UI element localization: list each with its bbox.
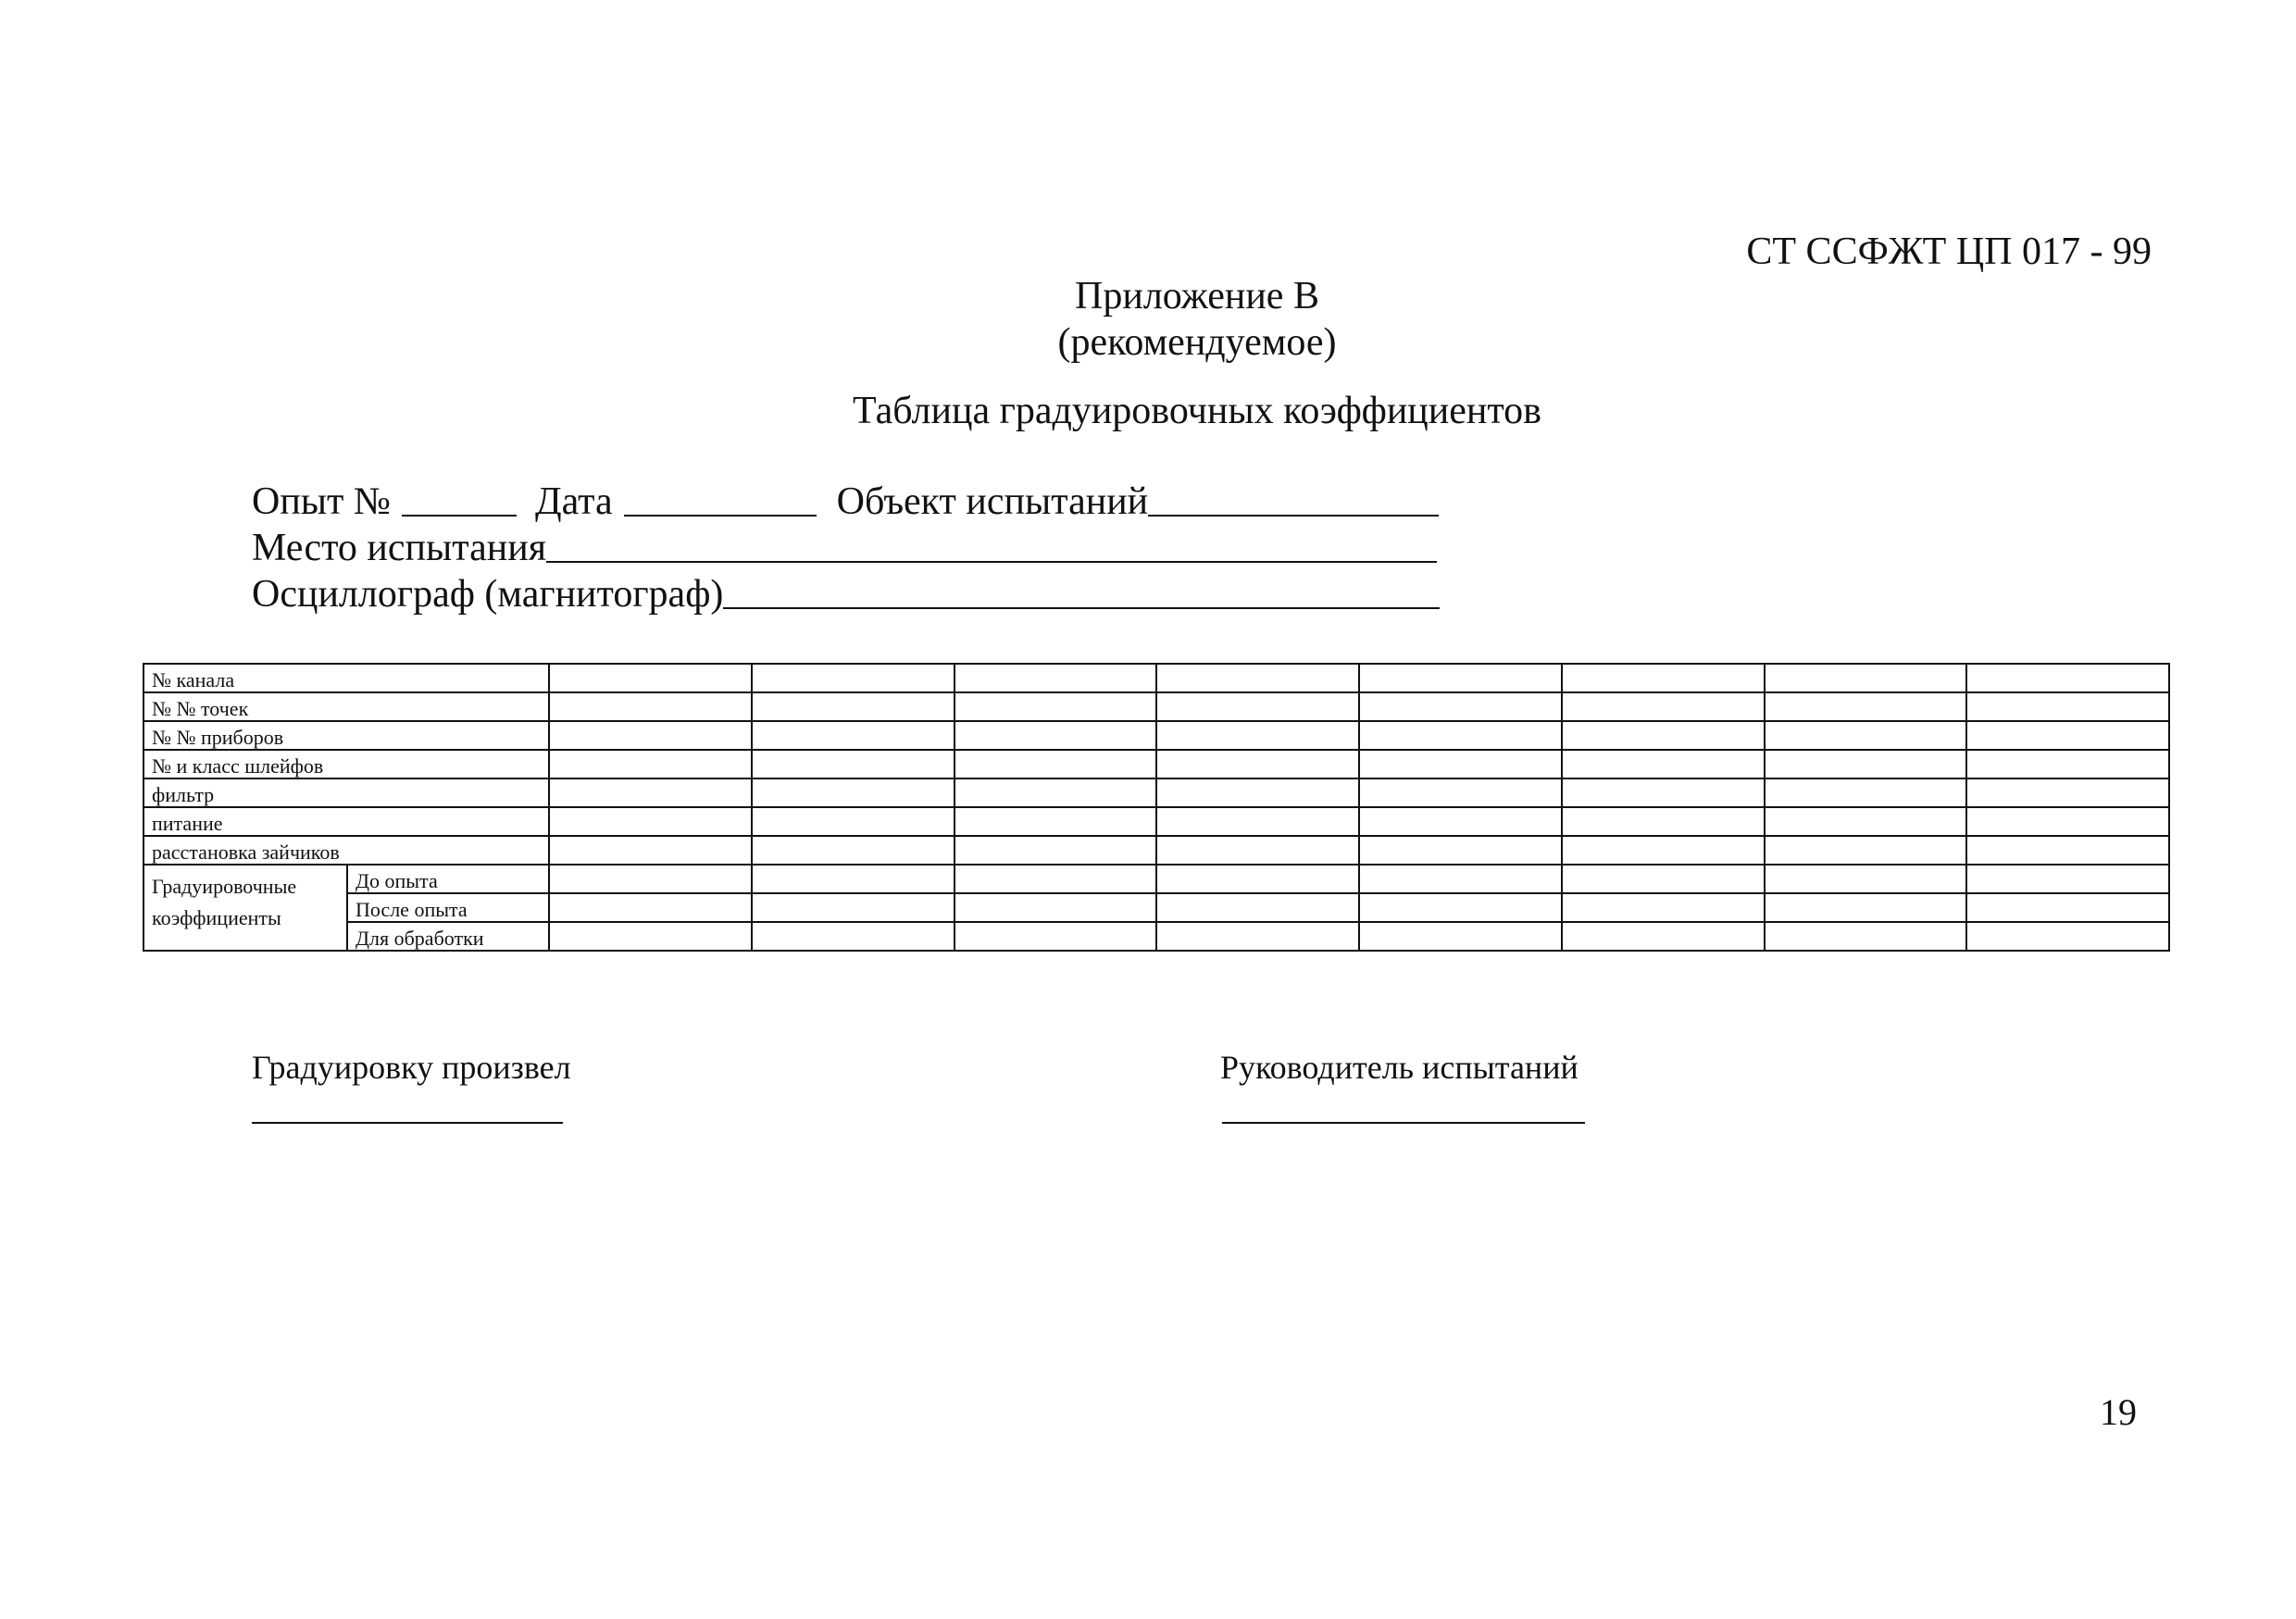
table-cell[interactable] [1156, 922, 1359, 951]
table-cell[interactable] [1966, 836, 2169, 865]
table-cell[interactable] [1562, 692, 1765, 721]
table-cell[interactable] [752, 865, 955, 893]
calibration-table [143, 663, 2170, 952]
test-number-field[interactable] [402, 507, 517, 517]
table-cell[interactable] [955, 721, 1157, 750]
table-cell[interactable] [1765, 893, 1967, 922]
test-place-label: Место испытания [252, 527, 547, 569]
table-cell[interactable] [1966, 778, 2169, 807]
table-cell[interactable] [752, 836, 955, 865]
table-cell[interactable] [955, 836, 1157, 865]
table-cell[interactable] [1359, 721, 1562, 750]
table-cell[interactable] [1562, 922, 1765, 951]
table-cell[interactable] [549, 692, 752, 721]
row-label-calibration-coefficients: Градуировочные коэффициенты [144, 865, 347, 951]
table-cell[interactable] [1562, 750, 1765, 778]
table-cell[interactable] [955, 664, 1157, 692]
table-row [144, 865, 2169, 893]
table-cell[interactable] [549, 664, 752, 692]
table-cell[interactable] [1359, 778, 1562, 807]
table-cell[interactable] [752, 778, 955, 807]
table-cell[interactable] [955, 893, 1157, 922]
table-row [144, 922, 2169, 951]
table-cell[interactable] [1966, 865, 2169, 893]
field-row-3 [252, 572, 1440, 616]
table-cell[interactable] [549, 865, 752, 893]
table-cell[interactable] [955, 922, 1157, 951]
table-row [144, 664, 2169, 692]
table-cell[interactable] [1765, 750, 1967, 778]
table-cell[interactable] [1765, 807, 1967, 836]
table-cell[interactable] [1359, 692, 1562, 721]
table-cell[interactable] [1359, 922, 1562, 951]
row-label-before-test: До опыта [347, 865, 549, 893]
table-row [144, 692, 2169, 721]
table-cell[interactable] [1765, 692, 1967, 721]
table-cell[interactable] [955, 778, 1157, 807]
table-title: Таблица градуировочных коэффициентов [852, 390, 1542, 432]
row-label-filter: фильтр [144, 778, 549, 807]
row-label-after-test: После опыта [347, 893, 549, 922]
table-cell[interactable] [955, 865, 1157, 893]
table-cell[interactable] [549, 893, 752, 922]
row-label-points: № № точек [144, 692, 549, 721]
table-cell[interactable] [1562, 893, 1765, 922]
date-field[interactable] [624, 507, 817, 517]
table-cell[interactable] [955, 807, 1157, 836]
table-cell[interactable] [752, 893, 955, 922]
table-cell[interactable] [1562, 778, 1765, 807]
table-cell[interactable] [1765, 865, 1967, 893]
table-cell[interactable] [1156, 865, 1359, 893]
table-cell[interactable] [1156, 692, 1359, 721]
row-label-loops: № и класс шлейфов [144, 750, 549, 778]
table-cell[interactable] [1359, 893, 1562, 922]
table-cell[interactable] [1966, 922, 2169, 951]
row-label-channel: № канала [144, 664, 549, 692]
field-row-2 [252, 526, 1437, 570]
row-label-spots: расстановка зайчиков [144, 836, 549, 865]
row-label-power: питание [144, 807, 549, 836]
table-row [144, 750, 2169, 778]
table-row [144, 807, 2169, 836]
table-cell[interactable] [1562, 836, 1765, 865]
table-row [144, 836, 2169, 865]
table-cell[interactable] [752, 807, 955, 836]
table-cell[interactable] [1156, 893, 1359, 922]
test-object-label: Объект испытаний [836, 480, 1149, 523]
table-cell[interactable] [549, 750, 752, 778]
table-cell[interactable] [1156, 778, 1359, 807]
table-cell[interactable] [1156, 664, 1359, 692]
table-cell[interactable] [1562, 807, 1765, 836]
test-place-field[interactable] [546, 554, 1437, 563]
oscillograph-label: Осциллограф (магнитограф) [252, 573, 724, 616]
calibrated-by-label: Градуировку произвел [252, 1049, 571, 1086]
row-label-for-processing: Для обработки [347, 922, 549, 951]
table-cell[interactable] [1966, 807, 2169, 836]
table-row [144, 893, 2169, 922]
table-cell[interactable] [1562, 664, 1765, 692]
table-cell[interactable] [752, 721, 955, 750]
table-cell[interactable] [1359, 750, 1562, 778]
table-cell[interactable] [752, 750, 955, 778]
table-cell[interactable] [1562, 865, 1765, 893]
table-cell[interactable] [752, 922, 955, 951]
table-cell[interactable] [1562, 721, 1765, 750]
oscillograph-field[interactable] [723, 600, 1440, 609]
table-cell[interactable] [1966, 692, 2169, 721]
table-cell[interactable] [1765, 922, 1967, 951]
field-row-1 [252, 479, 1439, 524]
table-cell[interactable] [1966, 893, 2169, 922]
table-cell[interactable] [1359, 865, 1562, 893]
table-cell[interactable] [752, 692, 955, 721]
table-cell[interactable] [1966, 664, 2169, 692]
table-cell[interactable] [1765, 664, 1967, 692]
page-number: 19 [2100, 1391, 2137, 1433]
table-cell[interactable] [1156, 836, 1359, 865]
table-cell[interactable] [1156, 750, 1359, 778]
appendix-title: Приложение В [1075, 275, 1319, 318]
table-cell[interactable] [1765, 721, 1967, 750]
table-cell[interactable] [1765, 778, 1967, 807]
table-cell[interactable] [1359, 836, 1562, 865]
table-cell[interactable] [955, 750, 1157, 778]
table-cell[interactable] [1966, 721, 2169, 750]
table-cell[interactable] [1156, 807, 1359, 836]
table-cell[interactable] [1359, 807, 1562, 836]
table-cell[interactable] [1765, 836, 1967, 865]
date-label: Дата [534, 480, 613, 523]
table-cell[interactable] [955, 692, 1157, 721]
table-row [144, 778, 2169, 807]
table-cell[interactable] [549, 778, 752, 807]
test-number-label: Опыт № [252, 480, 391, 523]
appendix-status: (рекомендуемое) [1057, 321, 1337, 364]
calibrated-by-signature-line[interactable] [252, 1122, 563, 1124]
table-cell[interactable] [549, 836, 752, 865]
table-cell[interactable] [752, 664, 955, 692]
row-label-devices: № № приборов [144, 721, 549, 750]
table-cell[interactable] [1156, 721, 1359, 750]
table-cell[interactable] [1966, 750, 2169, 778]
table-cell[interactable] [1359, 664, 1562, 692]
table-cell[interactable] [549, 721, 752, 750]
test-manager-label: Руководитель испытаний [1220, 1049, 1578, 1086]
table-row [144, 721, 2169, 750]
table-cell[interactable] [549, 922, 752, 951]
document-code: СТ ССФЖТ ЦП 017 - 99 [1746, 230, 2152, 273]
test-object-field[interactable] [1148, 507, 1439, 517]
test-manager-signature-line[interactable] [1222, 1122, 1585, 1124]
table-cell[interactable] [549, 807, 752, 836]
